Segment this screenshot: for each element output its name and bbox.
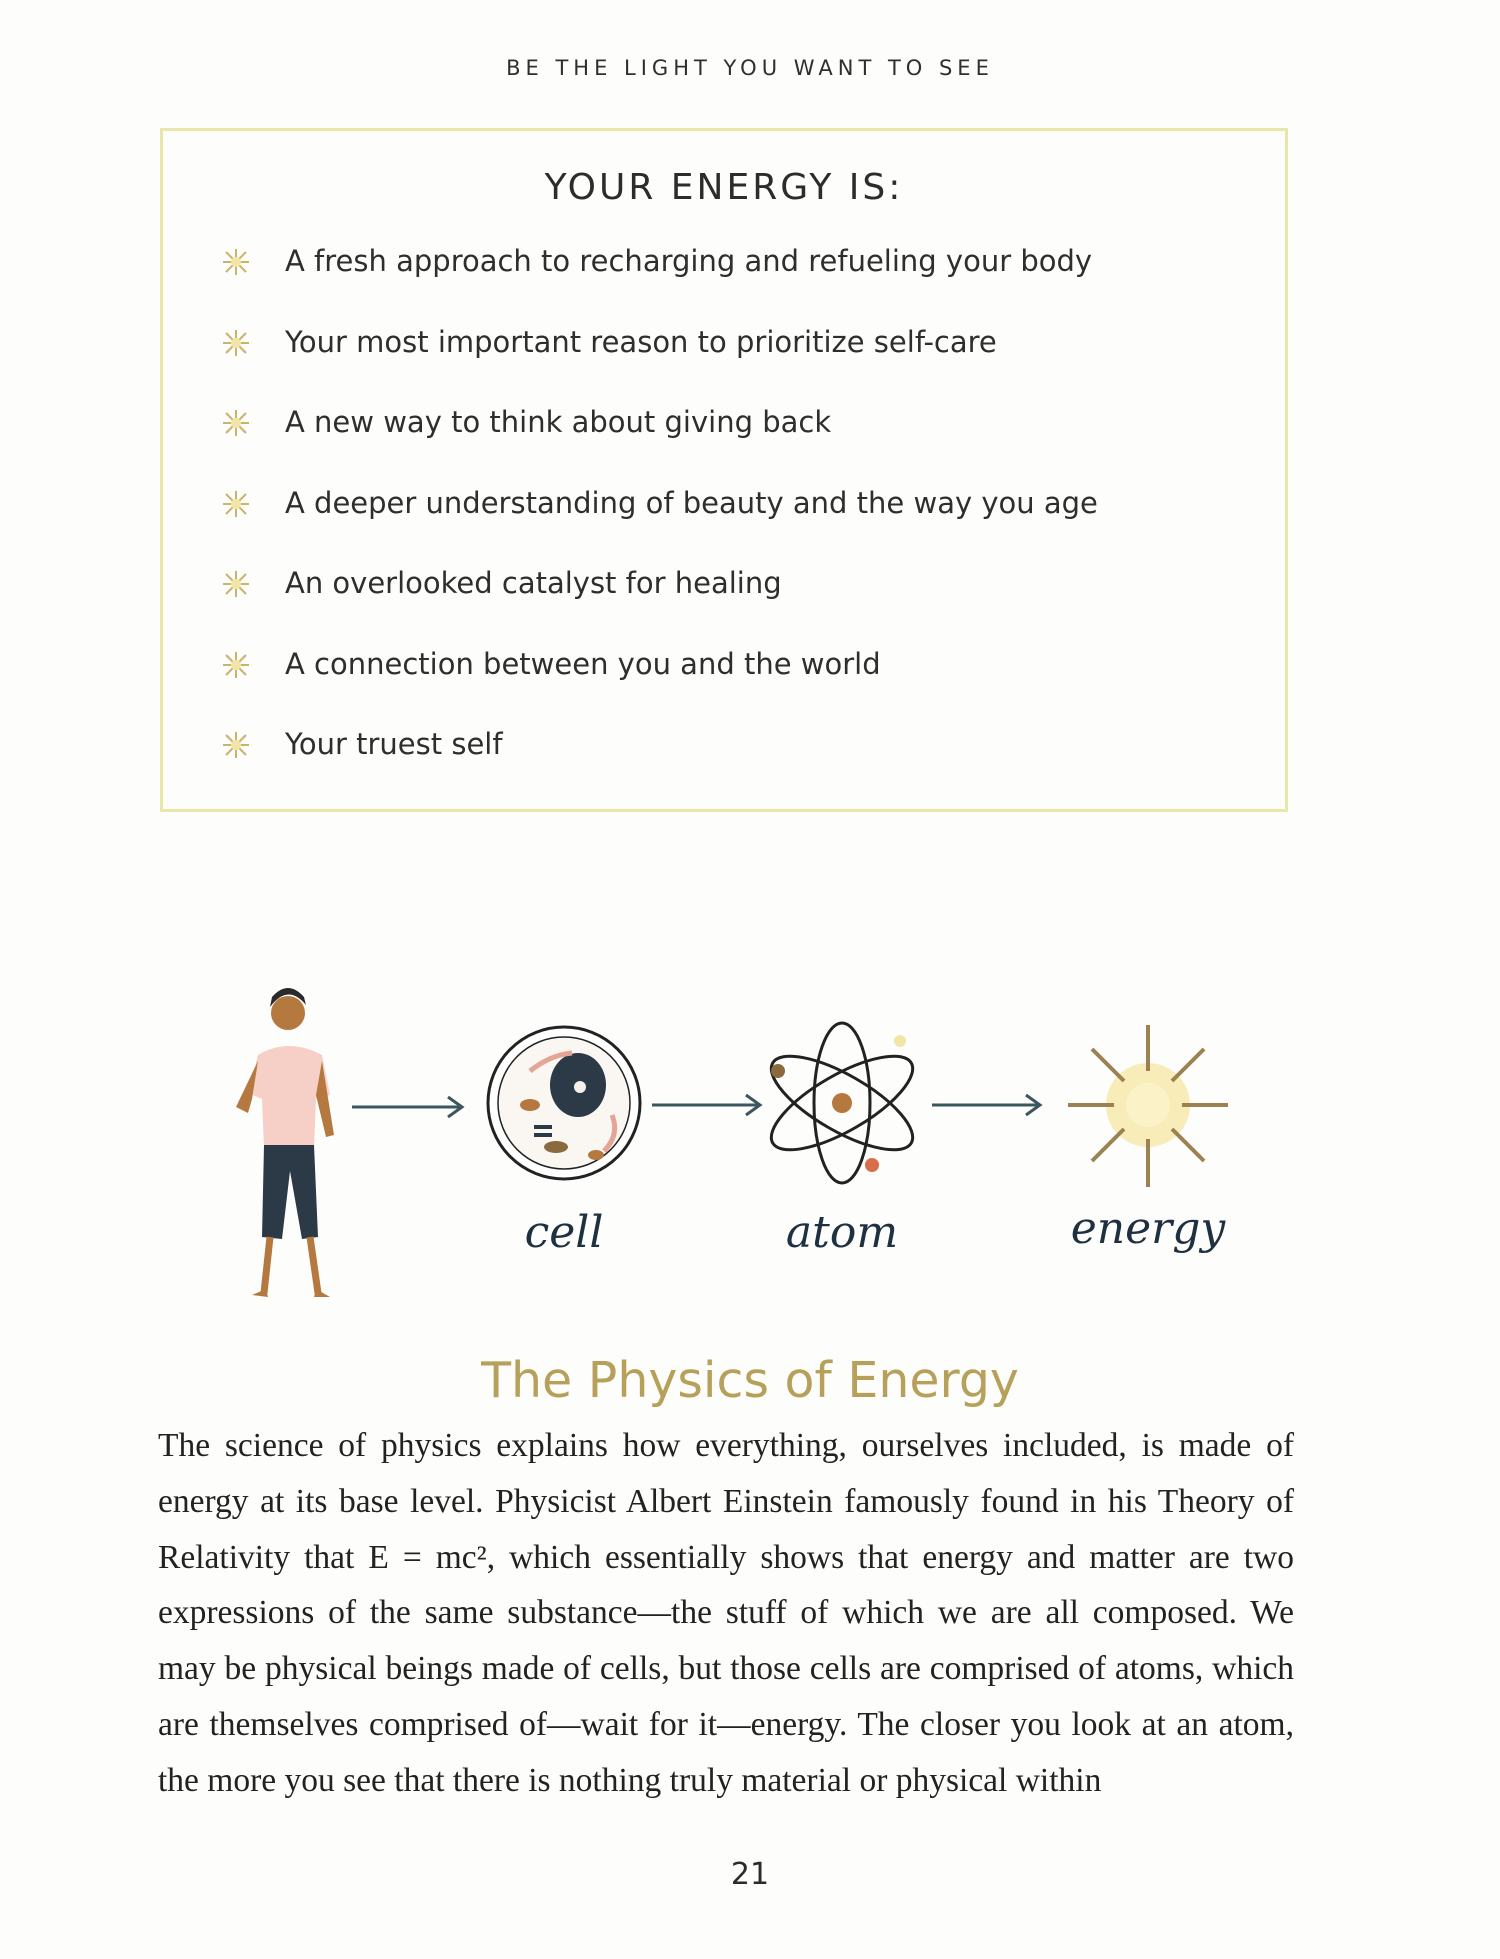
list-item [221,646,1261,727]
sun-burst-icon [221,408,251,438]
list-item [221,404,1261,485]
diagram-illustration [200,975,1260,1325]
cell-illustration [488,1027,640,1179]
list-item-text: A connection between you and the world [285,646,881,681]
list-item-text: A deeper understanding of beauty and the way you age [285,485,1098,520]
atom-illustration [759,1023,926,1183]
list-item [221,726,1261,807]
energy-burst-illustration [1068,1025,1228,1187]
sun-burst-icon [221,730,251,760]
energy-box [160,128,1288,812]
energy-list [221,243,1261,807]
person-illustration [236,988,334,1297]
sun-burst-icon [221,650,251,680]
sun-burst-icon [221,328,251,358]
box-title: YOUR ENERGY IS: [544,167,904,208]
body-paragraph: The science of physics explains how everything, ourselves included, is made of energy at its base level. Physicist Albert Einstein famously found in his Theory of Relativity that E = mc², which essentially shows that energy and matter are two expressions of the same substance—the stuff of which we are all composed. We may be physical beings made of cells, but those cells are comprised of atoms, which are themselves comprised of—wait for it—energy. The closer you look at an atom, the more you see that there is nothing truly material or physical within [158,1427,1294,1799]
list-item [221,485,1261,566]
running-head: BE THE LIGHT YOU WANT TO SEE [506,56,994,80]
sun-burst-icon [221,489,251,519]
cell-label: cell [524,1207,604,1258]
person-to-energy-diagram [200,975,1260,1325]
page-number: 21 [730,1857,770,1892]
list-item [221,243,1261,324]
energy-label: energy [1070,1203,1226,1254]
section-heading: The Physics of Energy [481,1352,1019,1409]
list-item-text: A new way to think about giving back [285,405,832,439]
sun-burst-icon [221,247,251,277]
sun-burst-icon [221,569,251,599]
list-item [221,565,1261,646]
list-item-text: Your truest self [285,727,503,761]
list-item-text: Your most important reason to prioritize self-care [285,324,997,359]
arrows [352,1095,1040,1117]
list-item [221,324,1261,405]
list-item-text: An overlooked catalyst for healing [285,566,782,600]
list-item-text: A fresh approach to recharging and refueling your body [285,244,1093,278]
atom-label: atom [785,1207,899,1258]
